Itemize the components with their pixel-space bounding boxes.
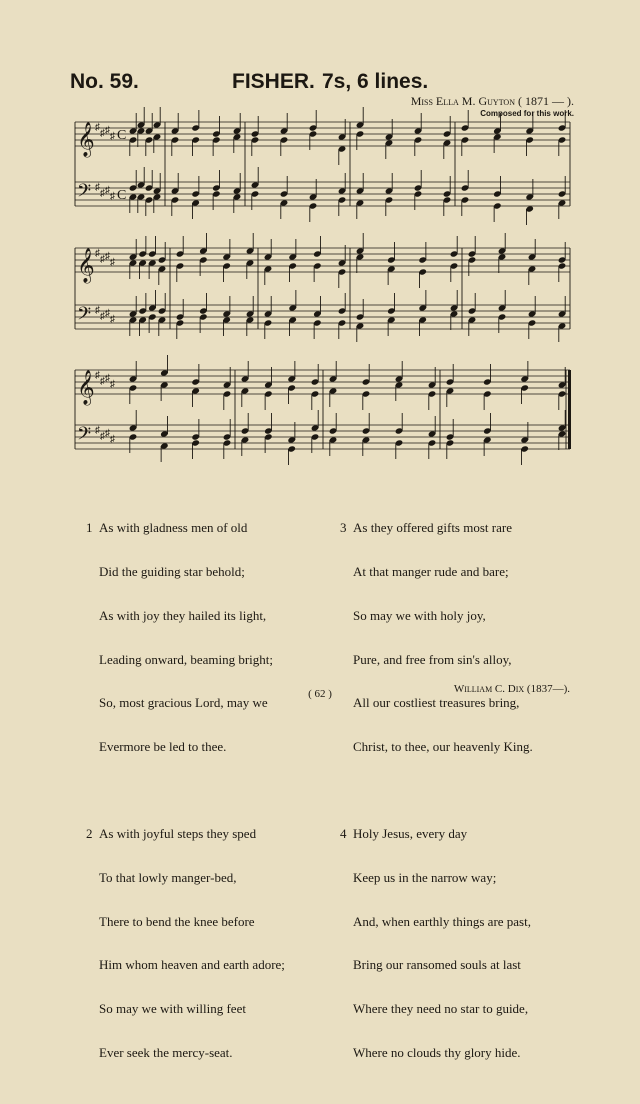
sharp-sign: ♯: [110, 314, 115, 325]
sharp-sign: ♯: [95, 248, 100, 259]
sharp-sign: ♯: [95, 425, 100, 436]
sharp-sign: ♯: [100, 188, 105, 199]
verse-line: So may we with willing feet: [99, 1001, 246, 1017]
sharp-sign: ♯: [105, 125, 110, 136]
verse-line: Holy Jesus, every day: [353, 826, 468, 842]
verse-line: There to bend the knee before: [99, 913, 255, 929]
sharp-sign: ♯: [105, 251, 110, 262]
composer-note: Composed for this work.: [480, 109, 574, 118]
bass-clef: 𝄢: [77, 424, 92, 449]
sharp-sign: ♯: [100, 376, 105, 387]
final-bar-line: [568, 370, 571, 449]
verse-line: So, most gracious Lord, may we: [99, 695, 268, 711]
verse-line: Where they need no star to guide,: [353, 1001, 529, 1017]
verse-line: All our costliest treasures bring,: [353, 695, 520, 711]
sharp-sign: ♯: [110, 191, 115, 202]
sharp-sign: ♯: [110, 434, 115, 445]
sharp-sign: ♯: [105, 428, 110, 439]
verse-line: Him whom heaven and earth adore;: [99, 957, 285, 973]
sharp-sign: ♯: [95, 370, 100, 381]
verse-line: Evermore be led to thee.: [99, 739, 227, 755]
verse-line: As with joy they hailed its light,: [99, 607, 267, 623]
sharp-sign: ♯: [95, 122, 100, 133]
verse-line: As they offered gifts most rare: [353, 520, 512, 536]
sharp-sign: ♯: [100, 254, 105, 265]
bass-clef: 𝄢: [77, 181, 92, 206]
composer-dates: ( 1871 — ).: [518, 94, 574, 108]
verse-number: 1: [86, 520, 93, 536]
page-number: ( 62 ): [308, 688, 332, 700]
sharp-sign: ♯: [95, 305, 100, 316]
verse-line: So may we with holy joy,: [353, 607, 486, 623]
time-signature: C: [117, 128, 127, 143]
sharp-sign: ♯: [95, 182, 100, 193]
verse-1: [86, 492, 285, 784]
verses-left-column: [86, 492, 285, 1104]
sharp-sign: ♯: [100, 128, 105, 139]
verse-line: As with joyful steps they sped: [99, 826, 257, 842]
verse-line: Bring our ransomed souls at last: [353, 957, 521, 973]
treble-clef: 𝄞: [77, 370, 95, 405]
sharp-sign: ♯: [105, 373, 110, 384]
verse-line: As with gladness men of old: [99, 520, 248, 536]
verses-right-column: [340, 492, 533, 1104]
meter: 7s, 6 lines.: [322, 70, 429, 93]
sharp-sign: ♯: [100, 311, 105, 322]
treble-clef: 𝄞: [77, 248, 95, 283]
verse-line: Did the guiding star behold;: [99, 563, 245, 579]
bass-clef: 𝄢: [77, 304, 92, 329]
verse-line: Keep us in the narrow way;: [353, 869, 497, 885]
verse-4: [340, 798, 533, 1090]
sharp-sign: ♯: [105, 185, 110, 196]
verse-3: [340, 492, 533, 784]
sharp-sign: ♯: [110, 379, 115, 390]
sharp-sign: ♯: [100, 431, 105, 442]
verse-line: Pure, and free from sin's alloy,: [353, 651, 512, 667]
verse-line: To that lowly manger-bed,: [99, 869, 237, 885]
treble-clef: 𝄞: [77, 122, 95, 157]
verse-line: At that manger rude and bare;: [353, 563, 509, 579]
sharp-sign: ♯: [105, 308, 110, 319]
verse-line: Ever seek the mercy-seat.: [99, 1044, 233, 1060]
verse-number: 3: [340, 520, 347, 536]
author-name: William C. Dix: [453, 683, 525, 695]
verse-number: 2: [86, 826, 93, 842]
verse-line: And, when earthly things are past,: [353, 913, 531, 929]
sharp-sign: ♯: [110, 257, 115, 268]
verse-line: Christ, to thee, our heavenly King.: [353, 739, 533, 755]
sharp-sign: ♯: [110, 131, 115, 142]
composer-name: Miss Ella M. Guyton: [410, 94, 515, 108]
verse-number: 4: [340, 826, 347, 842]
tune-name: FISHER.: [232, 70, 315, 93]
hymn-number: No. 59.: [70, 70, 139, 93]
verse-line: Leading onward, beaming bright;: [99, 651, 274, 667]
verse-2: [86, 798, 285, 1090]
verse-line: Where no clouds thy glory hide.: [353, 1044, 521, 1060]
author-dates: (1837—).: [526, 683, 570, 695]
time-signature: C: [117, 188, 127, 203]
